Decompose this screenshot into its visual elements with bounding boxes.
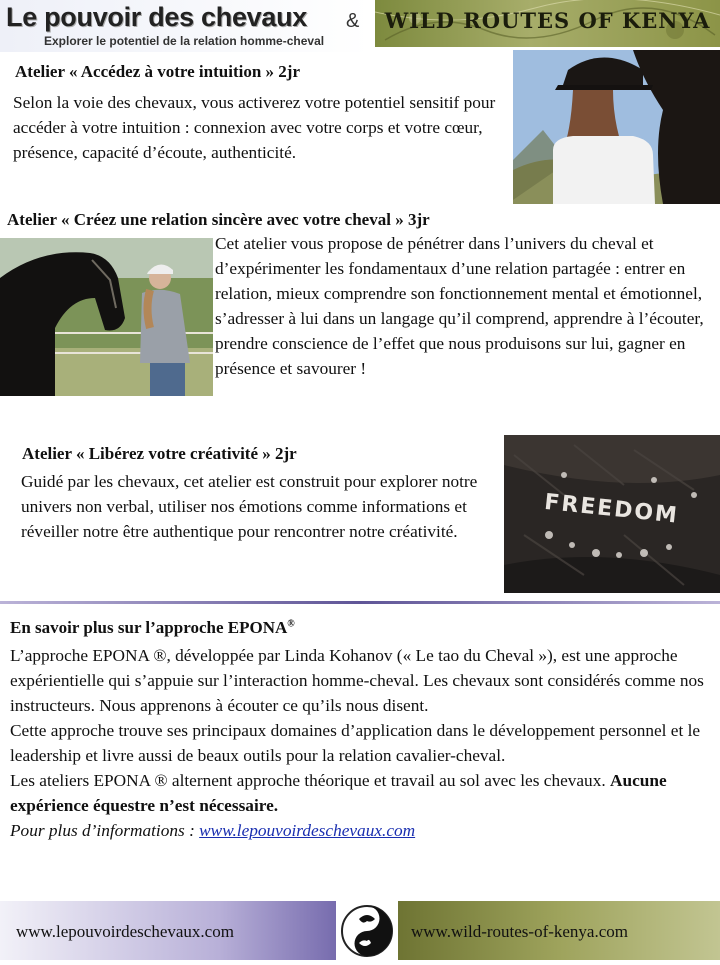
epona-title (10, 618, 295, 638)
epona-paragraph-3-text: Les ateliers EPONA ® alternent approche théorique et travail au sol avec les chevaux. (10, 771, 606, 790)
photo-painted-horse-coat (504, 435, 720, 593)
epona-body (10, 643, 715, 843)
header-ampersand: & (346, 10, 360, 32)
epona-paragraph-2: Cette approche trouve ses principaux domaines d’application dans le développement personnel et le leadership et livre aussi de beaux outils pour la relation cavalier-cheval. (10, 721, 701, 765)
section-divider (0, 601, 720, 604)
workshop-2-title: Atelier « Créez une relation sincère avec votre cheval » 3jr (7, 210, 430, 229)
workshop-2-description: Cet atelier vous propose de pénétrer dans l’univers du cheval et d’expérimenter les fondamentaux d’une relation partagée : entrer en relation, mieux comprendre son fonctionnement mental et émotionnel, s’adresser à lui dans un langage qu’il comprend, apprendre à l’écouter, prendre conscience de l’effet que nous produisons sur lui, gagner en présence et savourer ! (215, 234, 704, 378)
epona-paragraph-1: L’approche EPONA ®, développée par Linda Kohanov (« Le tao du Cheval »), est une approche expérientielle qui s’appuie sur l’interaction homme-cheval. Les chevaux sont considérés comme nos instructeurs. Nous apprenons à écouter ce qu’ils nous disent. (10, 646, 704, 715)
photo-2-illustration (0, 238, 213, 396)
epona-title-text: En savoir plus sur l’approche EPONA (10, 618, 288, 637)
freedom-painted-text: FREEDOM (543, 489, 680, 529)
footer-url-right[interactable]: www.wild-routes-of-kenya.com (411, 922, 628, 941)
epona-paragraph-3 (10, 768, 715, 818)
brand-subtitle: Explorer le potentiel de la relation homme-cheval (44, 34, 325, 48)
photo-3-illustration (504, 435, 720, 593)
workshop-3-description: Guidé par les chevaux, cet atelier est construit pour explorer notre univers non verbal, utiliser nos émotions comme informations et réveiller notre être authentique pour rencontrer notre créativité. (21, 472, 478, 541)
registered-mark: ® (287, 618, 295, 630)
workshop-1-title: Atelier « Accédez à votre intuition » 2jr (15, 62, 300, 81)
footer-url-left[interactable]: www.lepouvoirdeschevaux.com (16, 922, 234, 941)
photo-1-illustration (513, 50, 720, 204)
workshop-1-description: Selon la voie des chevaux, vous activerez votre potentiel sensitif pour accéder à votre intuition : connexion avec votre corps et votre cœur, présence, capacité d’écoute, authenticité. (13, 93, 496, 162)
brand-title: Le pouvoir des chevaux (6, 2, 307, 32)
horse-logo-svg (337, 901, 398, 960)
workshop-3-title: Atelier « Libérez votre créativité » 2jr (22, 444, 297, 463)
website-link[interactable]: www.lepouvoirdeschevaux.com (199, 821, 416, 840)
photo-black-horse-and-handler (0, 238, 213, 396)
partner-banner (375, 0, 720, 47)
no-experience-note: Aucune expérience équestre n’est nécessaire. (10, 771, 667, 815)
horse-logo-icon (337, 901, 398, 960)
partner-title: WILD ROUTES OF KENYA (384, 8, 711, 33)
more-info-label: Pour plus d’informations : (10, 821, 195, 840)
more-info-line (10, 818, 715, 843)
photo-woman-with-horse (513, 50, 720, 204)
